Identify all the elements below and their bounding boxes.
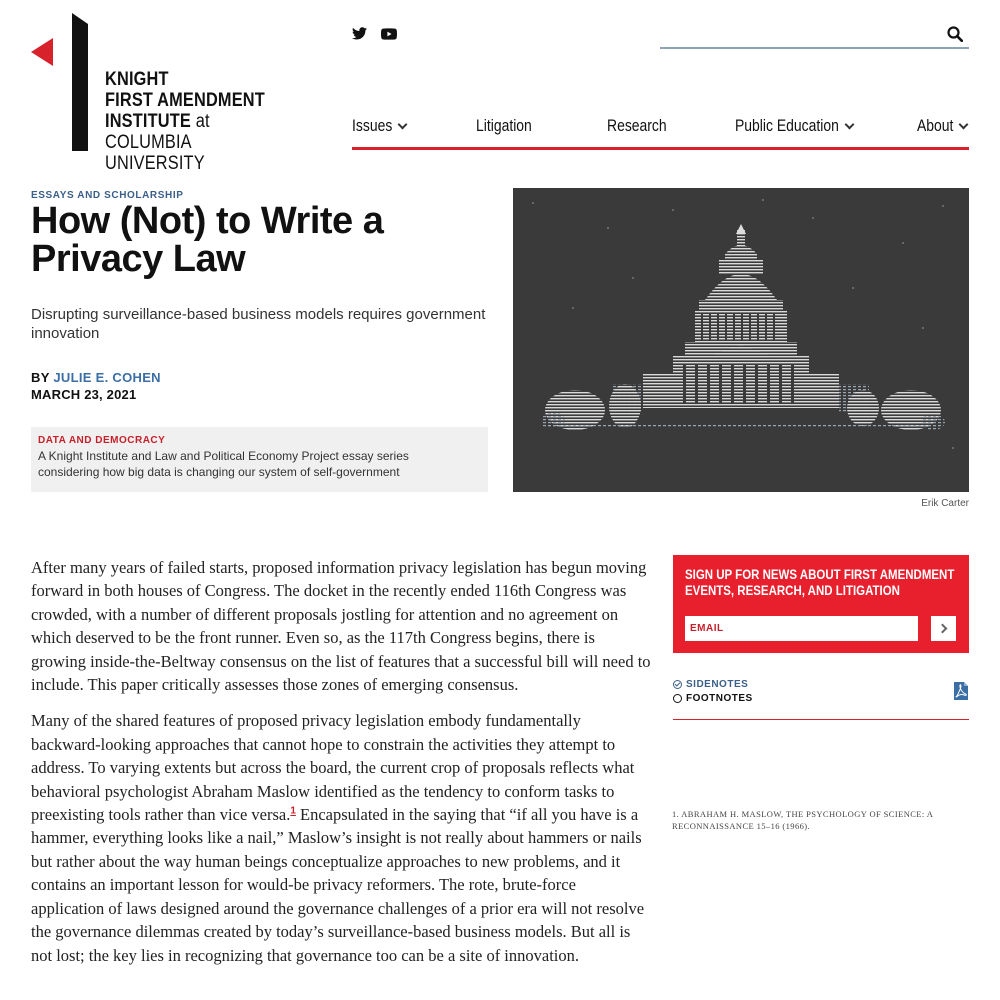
chevron-right-icon (937, 624, 947, 634)
social-links (352, 27, 397, 40)
body-paragraph-text: Many of the shared features of proposed privacy legislation embody fundamentally backward-looking approaches that cannot hope to constrain the activities they attempt to address. To varying extents but across the board, the current crop of proposals reflects what behavioral psychologist Abraham Maslow identified as the tendency to conform tasks to preexisting tools rather than vice versa. (31, 711, 635, 825)
body-paragraph (31, 709, 651, 966)
nav-item-public-education[interactable] (735, 116, 853, 136)
radio-circle-icon (673, 694, 682, 703)
sidenotes-label: SIDENOTES (686, 679, 749, 690)
email-field[interactable] (685, 616, 918, 641)
nav-item-label: Litigation (476, 116, 532, 135)
article-body (31, 556, 651, 980)
sidenote-1: 1. ABRAHAM H. MASLOW, THE PSYCHOLOGY OF SCIENCE: A RECONNAISSANCE 15–16 (1966). (672, 809, 933, 831)
logo-at-word: at (195, 111, 210, 132)
nav-item-label: Public Education (735, 116, 839, 135)
chevron-down-icon (398, 119, 408, 129)
nav-item-label: Research (607, 116, 667, 135)
sidebar-divider (673, 719, 969, 720)
signup-submit-button[interactable] (931, 616, 956, 641)
logo-flag-mark (31, 38, 53, 66)
chevron-down-icon (844, 119, 854, 129)
search-input[interactable] (660, 22, 940, 46)
series-box (31, 427, 488, 492)
newsletter-signup (673, 555, 969, 653)
logo-line-columbia: COLUMBIA UNIVERSITY (105, 132, 205, 174)
signup-heading: SIGN UP FOR NEWS ABOUT FIRST AMENDMENT EVENTS, RESEARCH, AND LITIGATION (685, 566, 955, 598)
nav-item-issues[interactable] (352, 116, 406, 136)
article-title: How (Not) to Write a Privacy Law (31, 200, 384, 280)
byline-prefix: BY (31, 370, 50, 385)
body-paragraph: After many years of failed starts, proposed information privacy legislation has begun moving forward in both houses of Congress. The docket in the recently ended 116th Congress was crowded, with a number of different proposals jostling for attention and no agreement on which deserved to be the front runner. Even so, as the 117th Congress begins, there is growing inside-the-Beltway consensus on the list of features that a successful bill will need to include. This paper critically assesses those zones of emerging consensus. (31, 558, 651, 695)
capitol-illustration (513, 188, 969, 492)
byline (31, 370, 161, 385)
image-credit: Erik Carter (921, 498, 969, 509)
logo-line-institute (105, 111, 265, 132)
nav-item-label: About (917, 116, 954, 135)
footnote-reference[interactable]: 1 (290, 805, 296, 817)
pdf-download-icon[interactable] (953, 681, 969, 706)
body-paragraph-text: Encapsulated in the saying that “if all you have is a hammer, everything looks like a nail,” Maslow’s insight is not really about hammers or nails but rather about the way human beings conceptualize approaches to new problems, and it contains an important lesson for would-be privacy reformers. The rote, brute-force application of laws designed around the governance challenges of a prior era will not resolve the governance dilemmas created by today’s surveillance-based business models. But all is not lost; the key lies in recognizing that governance too can be a site of innovation. (31, 805, 645, 965)
footnotes-label: FOOTNOTES (686, 693, 753, 704)
search-icon[interactable] (947, 26, 963, 47)
logo-institute-word: INSTITUTE (105, 111, 191, 132)
institute-logo[interactable] (31, 13, 291, 174)
nav-item-litigation[interactable] (476, 116, 544, 136)
logo-line-knight: KNIGHT (105, 69, 169, 90)
hero-image (513, 188, 969, 492)
nav-item-about[interactable] (917, 116, 967, 136)
checked-circle-icon (673, 680, 682, 689)
twitter-icon[interactable] (352, 27, 367, 40)
logo-wordmark (105, 69, 291, 174)
logo-line-first-amendment: FIRST AMENDMENT (105, 90, 265, 111)
publish-date: MARCH 23, 2021 (31, 387, 137, 402)
author-link[interactable]: JULIE E. COHEN (53, 370, 161, 385)
sidenotes-toggle[interactable] (673, 679, 748, 690)
series-description: A Knight Institute and Law and Political Economy Project essay series considering how big data is changing our system of self-government (38, 449, 409, 479)
series-label[interactable]: DATA AND DEMOCRACY (38, 435, 166, 446)
footnotes-toggle[interactable] (673, 693, 753, 704)
main-nav (352, 112, 969, 150)
nav-item-research[interactable] (607, 116, 680, 136)
search-bar (660, 22, 969, 49)
nav-item-label: Issues (352, 116, 393, 135)
youtube-icon[interactable] (381, 28, 397, 40)
logo-bar-mark (72, 13, 88, 151)
article-subtitle: Disrupting surveillance-based business models requires government innovation (31, 306, 486, 342)
article-category[interactable]: ESSAYS AND SCHOLARSHIP (31, 190, 184, 201)
chevron-down-icon (959, 119, 969, 129)
